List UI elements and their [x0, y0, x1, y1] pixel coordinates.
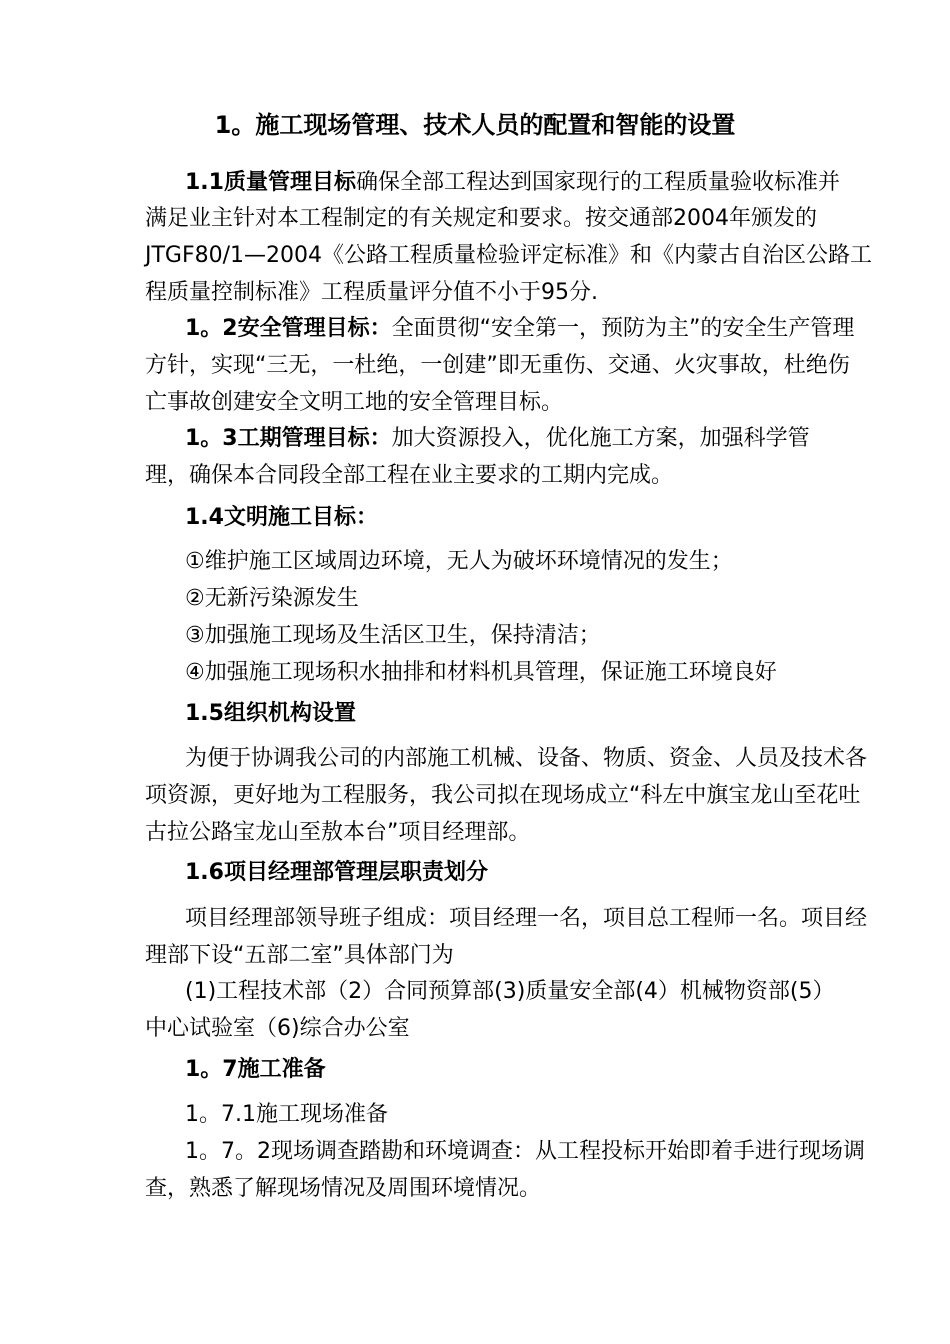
section-1-6-heading: 1.6项目经理部管理层职责划分: [185, 860, 488, 885]
section-1-1-line-3: JTGF80/1—2004《公路工程质量检验评定标准》和《内蒙古自治区公路工: [145, 243, 873, 268]
section-1-3-line-1: [185, 423, 890, 455]
section-1-2-line-1: [185, 313, 890, 345]
list-item: ③加强施工现场及生活区卫生，保持清洁；: [185, 623, 601, 648]
section-1-5-heading: 1.5组织机构设置: [185, 701, 356, 726]
section-1-7-line-1: 1。7.1施工现场准备: [185, 1102, 388, 1127]
section-1-7-heading: 1。7施工准备: [185, 1057, 326, 1082]
section-1-2-line-2: 方针，实现“三无，一杜绝，一创建”即无重伤、交通、火灾事故，杜绝伤: [145, 353, 850, 378]
section-1-1-heading: 1.1质量管理目标: [185, 170, 356, 195]
section-1-1-line-2: 满足业主针对本工程制定的有关规定和要求。按交通部2004年颁发的: [145, 206, 817, 231]
section-1-6-line-4: 中心试验室（6)综合办公室: [145, 1016, 410, 1041]
section-1-1-line-4: 程质量控制标准》工程质量评分值不小于95分.: [145, 280, 598, 305]
section-1-2-line-3: 亡事故创建安全文明工地的安全管理目标。: [145, 390, 564, 415]
list-item: ②无新污染源发生: [185, 586, 359, 611]
section-1-7-line-2: 1。7。2现场调查踏勘和环境调查：从工程投标开始即着手进行现场调: [185, 1139, 865, 1164]
section-1-6-line-1: 项目经理部领导班子组成：项目经理一名，项目总工程师一名。项目经: [185, 906, 868, 931]
section-1-3-line-2: 理，确保本合同段全部工程在业主要求的工期内完成。: [145, 463, 674, 488]
section-1-2-text-1: 全面贯彻“安全第一，预防为主”的安全生产管理: [391, 316, 855, 341]
section-1-6-line-3: (1)工程技术部（2）合同预算部(3)质量安全部(4）机械物资部(5）: [185, 979, 835, 1004]
section-1-1-line-1: [185, 167, 890, 199]
section-1-4-heading: 1.4文明施工目标：: [185, 505, 378, 530]
list-item: ④加强施工现场积水抽排和材料机具管理，保证施工环境良好: [185, 660, 777, 685]
list-item: ①维护施工区域周边环境，无人为破坏环境情况的发生；: [185, 549, 733, 574]
section-1-5-line-3: 古拉公路宝龙山至敖本台”项目经理部。: [145, 820, 531, 845]
page-title: 1。施工现场管理、技术人员的配置和智能的设置: [214, 111, 736, 139]
section-1-1-text-1: 确保全部工程达到国家现行的工程质量验收标准并: [355, 170, 840, 195]
section-1-7-line-3: 查，熟悉了解现场情况及周围环境情况。: [145, 1176, 542, 1201]
section-1-3-text-1: 加大资源投入，优化施工方案，加强科学管: [391, 426, 810, 451]
section-1-6-line-2: 理部下设“五部二室”具体部门为: [145, 943, 454, 968]
section-1-3-heading: 1。3工期管理目标：: [185, 426, 392, 451]
section-1-2-heading: 1。2安全管理目标：: [185, 316, 392, 341]
section-1-5-line-1: 为便于协调我公司的内部施工机械、设备、物质、资金、人员及技术各: [185, 746, 868, 771]
section-1-5-line-2: 项资源，更好地为工程服务，我公司拟在现场成立“科左中旗宝龙山至花吐: [145, 783, 861, 808]
